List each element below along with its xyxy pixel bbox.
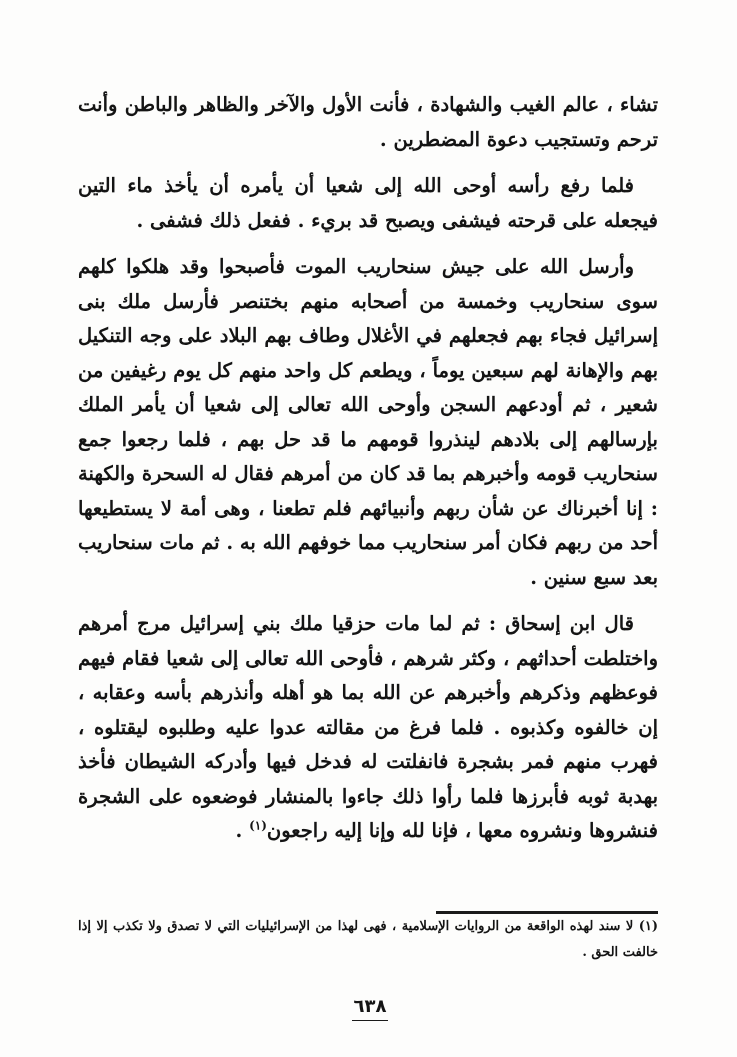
footnote: (١) لا سند لهذه الواقعة من الروايات الإسلامية ، فهى لهذا من الإسرائيليات التي لا تصدق ولا تكذب إلا إذا خالفت الحق . <box>78 919 658 960</box>
paragraph-2: فلما رفع رأسه أوحى الله إلى شعيا أن يأمره أن يأخذ ماء التين فيجعله على قرحته فيشفى ويصبح قد بريء . ففعل ذلك فشفى . <box>78 174 658 232</box>
paragraph-3: وأرسل الله على جيش سنحاريب الموت فأصبحوا وقد هلكوا كلهم سوى سنحاريب وخمسة من أصحابه منهم بختنصر فأرسل ملك بنى إسرائيل فجاء بهم فجعلهم في الأغلال وطاف بهم البلاد على وجه التنكيل بهم والإهانة لهم سبعين يوماً ، ويطعم كل واحد منهم كل يوم رغيفين من شعير ، ثم أودعهم السجن وأوحى الله تعالى إلى شعيا أن يأمر الملك بإرسالهم إلى بلادهم لينذروا قومهم ما قد حل بهم ، فلما رجعوا جمع سنحاريب قومه وأخبرهم بما قد كان من أمرهم فقال له السحرة والكهنة : إنا أخبرناك عن شأن ربهم وأنبيائهم فلم تطعنا ، وهى أمة لا يستطيعها أحد من ربهم فكان أمر سنحاريب مما خوفهم الله به . ثم مات سنحاريب بعد سبع سنين . <box>78 255 658 589</box>
paragraph-4 <box>78 607 658 849</box>
page-number: ٦٣٨ <box>353 996 387 1017</box>
paragraph-4-text: قال ابن إسحاق : ثم لما مات حزقيا ملك بني إسرائيل مرج أمرهم واختلطت أحداثهم ، وكثر شرهم ، فأوحى الله تعالى إلى شعيا فقام فيهم فوعظهم وذكرهم وأخبرهم عن الله بما هو أهله وأنذرهم بأسه وعقابه ، إن خالفوه وكذبوه . فلما فرغ من مقالته عدوا عليه وطلبوه ليقتلوه ، فهرب منهم فمر بشجرة فانفلتت له فدخل فيها وأدركه الشيطان فأخذ بهدبة ثوبه فأبرزها فلما رأوا ذلك جاءوا بالمنشار فوضعوه على الشجرة فنشروها ونشروه معها ، فإنا لله وإنا إليه راجعون <box>78 612 658 842</box>
paragraph-1: تشاء ، عالم الغيب والشهادة ، فأنت الأول والآخر والظاهر والباطن وأنت ترحم وتستجيب دعوة المضطرين . <box>78 93 658 151</box>
closing-mark: . <box>235 819 250 842</box>
footnote-reference-marker[interactable]: (١) <box>249 818 267 833</box>
page-number-underline <box>352 1020 388 1021</box>
main-text <box>78 88 658 861</box>
